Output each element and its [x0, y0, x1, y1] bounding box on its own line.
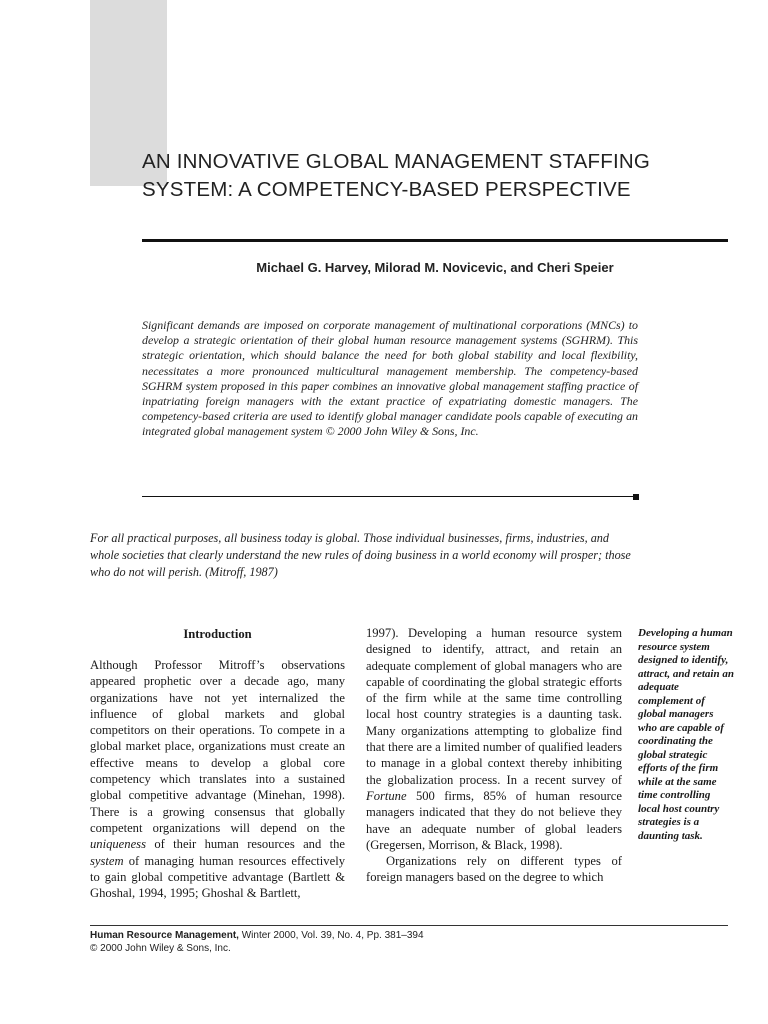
divider-end-square	[633, 494, 639, 500]
body-paragraph	[366, 625, 622, 853]
text-run: of managing human resources effectively to gain global competitive advantage (Bartlett & Ghoshal, 1994, 1995; Ghoshal & Bartlett,	[90, 853, 345, 901]
abstract: Significant demands are imposed on corporate management of multinational corporations (MNCs) to develop a strategic orientation of their global human resource management systems (SGHRM). This strategic orientation, which should balance the need for both global stability and local flexibility, necessitates a more pronounced multicultural management membership. The competency-based SGHRM system proposed in this paper combines an innovative global management staffing practice of inpatriating foreign managers with the extant practice of expatriating domestic managers. The competency-based criteria are used to identify global manager candidate pools capable of executing an integrated global management system © 2000 John Wiley & Sons, Inc.	[142, 318, 638, 439]
emphasis-text: system	[90, 853, 124, 868]
text-run: Although Professor Mitroff’s observations appeared prophetic over a decade ago, many organizations have not yet internalized the influence of global markets and global competitors on their operations. To compete in a global market place, organizations must create an effective means to develop a global core competency which translates into a sustained global competitive advantage (Minehan, 1998). There is a growing consensus that globally competent organizations will depend on the	[90, 658, 345, 835]
text-run: of their human resources and the	[145, 837, 345, 852]
body-paragraph	[90, 657, 345, 901]
title-line-2: SYSTEM: A COMPETENCY-BASED PERSPECTIVE	[142, 178, 631, 201]
section-heading: Introduction	[183, 627, 252, 641]
emphasis-text: Fortune	[366, 788, 407, 803]
copyright-notice: © 2000 John Wiley & Sons, Inc.	[90, 943, 231, 954]
journal-name: Human Resource Management,	[90, 930, 239, 941]
author-list: Michael G. Harvey, Milorad M. Novicevic, and Cheri Speier	[256, 260, 614, 275]
text-run: 1997). Developing a human resource system designed to identify, attract, and retain an adequate complement of global managers who are capable of coordinating the global strategic efforts of the firm while at the same time controlling local host country strategies is a daunting task. Many organizations attempting to globalize find that there are a limited number of qualified leaders to manage in a global context thereby inhibiting the globalization process. In a recent survey of	[366, 626, 622, 787]
body-column-left	[90, 625, 345, 901]
emphasis-text: uniqueness	[90, 837, 146, 852]
journal-citation	[90, 929, 730, 942]
pull-quote: Developing a human resource system designed to identify, attract, and retain an adequate complement of global managers who are capable of coordinating the global strategic efforts of the firm while at the same time controlling local host country strategies is a daunting task.	[638, 627, 734, 842]
issue-info: Winter 2000, Vol. 39, No. 4, Pp. 381–394	[238, 930, 424, 941]
footer-divider	[90, 925, 728, 926]
abstract-divider	[142, 496, 634, 497]
body-column-middle	[366, 625, 622, 886]
epigraph-quote: For all practical purposes, all business today is global. Those individual businesses, firms, industries, and whole societies that clearly understand the new rules of doing business in a world economy will prosper; those who do not will perish. (Mitroff, 1987)	[90, 531, 631, 579]
text-run: 500 firms, 85% of human resource managers indicated that they do not believe they have an adequate number of global leaders (Gregersen, Morrison, & Black, 1998).	[366, 788, 622, 852]
title-divider	[142, 239, 728, 242]
page-footer	[90, 929, 730, 955]
title-line-1: AN INNOVATIVE GLOBAL MANAGEMENT STAFFING	[142, 150, 651, 173]
article-title	[142, 148, 742, 204]
body-paragraph: Organizations rely on different types of foreign managers based on the degree to which	[366, 854, 622, 885]
